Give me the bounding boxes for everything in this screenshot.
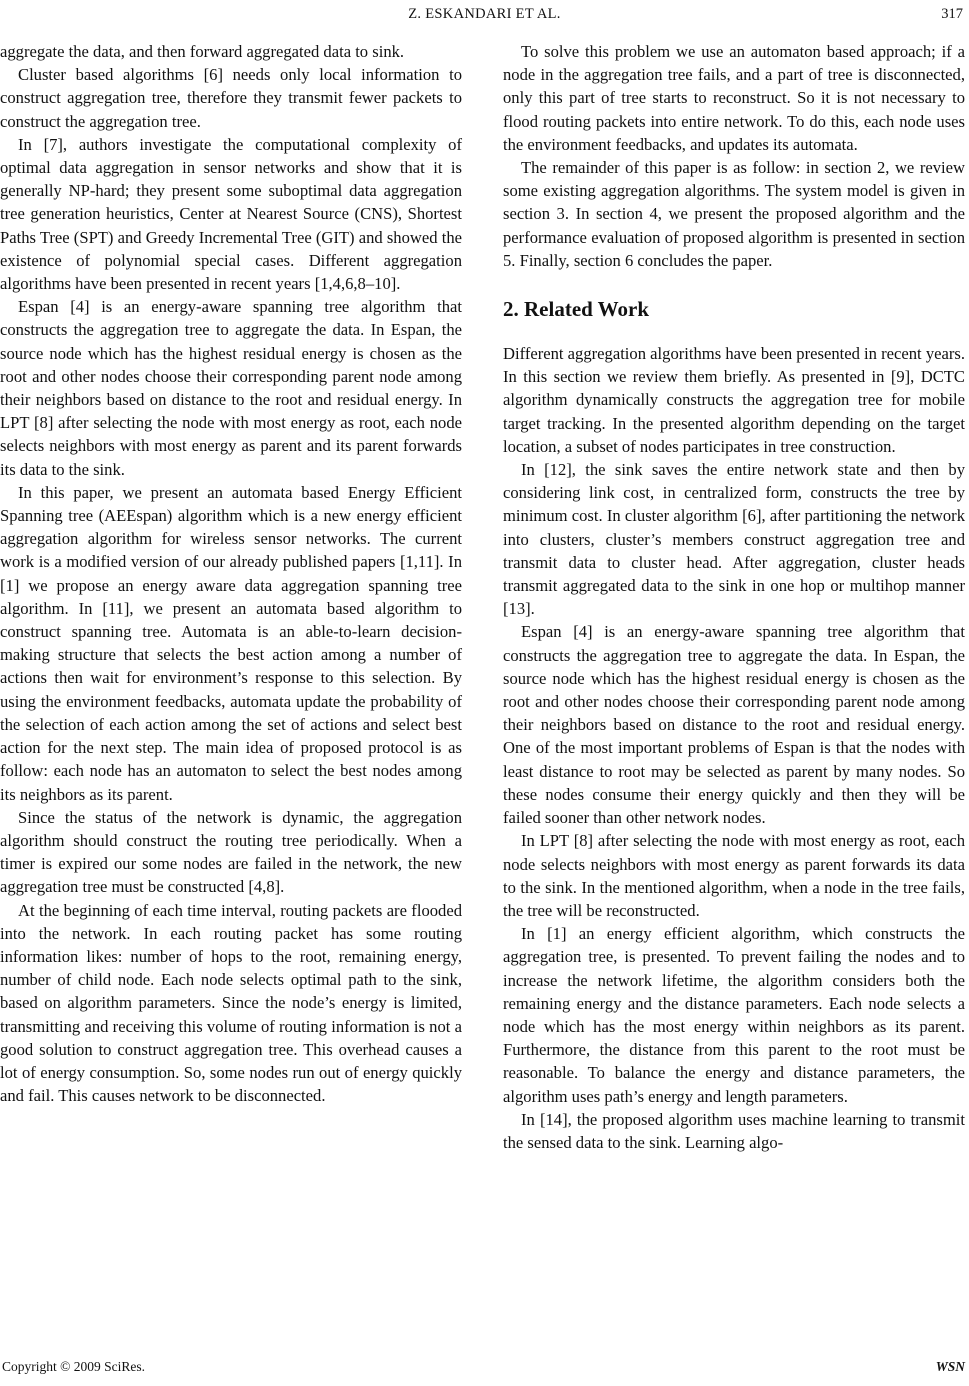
copyright-notice: Copyright © 2009 SciRes. xyxy=(2,1359,146,1374)
paragraph: Cluster based algorithms [6] needs only local information to construct aggregation tree, therefore they transmit fewer packets to construct the aggregation tree. xyxy=(0,65,462,131)
running-header xyxy=(0,6,969,28)
paragraph: At the beginning of each time interval, routing packets are flooded into the network. In each routing packet has some routing information likes: number of hops to the root, remaining energy, number of child node. Each node selects optimal path to the sink, based on algorithm parameters. Since the node’s energy is limited, transmitting and receiving this volume of routing information is not a good solution to construct aggregation tree. This overhead causes a lot of energy consumption. So, some nodes run out of energy quickly and fail. This causes network to be disconnected. xyxy=(0,900,462,1106)
left-column xyxy=(0,40,462,1107)
paragraph: In [7], authors investigate the computational complexity of optimal data aggregation in sensor networks and show that it is generally NP-hard; they present some suboptimal data aggregation tree generation heuristics, Center at Nearest Source (CNS), Shortest Paths Tree (SPT) and Greedy Incremental Tree (GIT) and showed the existence of polynomial special cases. Different aggregation algorithms have been presented in recent years [1,4,6,8–10]. xyxy=(0,134,462,294)
paragraph: Espan [4] is an energy-aware spanning tree algorithm that constructs the aggregation tree to aggregate the data. In Espan, the source node which has the highest residual energy is chosen as the root and other nodes choose their corresponding parent node among their neighbors based on distance to the root and residual energy. In LPT [8] after selecting the node with most energy as root, each node selects neighbors with most energy as parent and its parent forwards its data to the sink. xyxy=(0,297,462,479)
page-number: 317 xyxy=(941,6,963,22)
running-header-authors: Z. ESKANDARI ET AL. xyxy=(408,6,561,22)
section-heading: 2. Related Work xyxy=(503,297,650,322)
journal-abbreviation: WSN xyxy=(935,1359,965,1374)
paragraph: In [12], the sink saves the entire network state and then by considering link cost, in centralized form, constructs the tree by minimum cost. In cluster algorithm [6], after partitioning the network into clusters, cluster’s members construct aggregation tree and transmit data to cluster head. After aggregation, cluster heads transmit aggregated data to the sink in one hop or multihop manner [13]. xyxy=(503,460,965,619)
paragraph: Since the status of the network is dynamic, the aggregation algorithm should construct the routing tree periodically. When a timer is expired our some nodes are failed in the network, the new aggregation tree must be constructed [4,8]. xyxy=(0,807,462,897)
paragraph: The remainder of this paper is as follow: in section 2, we review some existing aggregation algorithms. The system model is given in section 3. In section 4, we present the proposed algorithm and the performance evaluation of proposed algorithm is presented in section 5. Finally, section 6 concludes the paper. xyxy=(503,158,965,270)
paragraph: To solve this problem we use an automaton based approach; if a node in the aggregation tree fails, and a part of tree is disconnected, only this part of tree starts to reconstruct. So it is not necessary to flood routing packets into entire network. To do this, each node uses the environment feedbacks, and updates its automata. xyxy=(503,42,965,154)
paragraph: In [14], the proposed algorithm uses machine learning to transmit the sensed data to the sink. Learning algo- xyxy=(503,1109,965,1152)
paragraph: In [1] an energy efficient algorithm, which constructs the aggregation tree, is presented. To prevent failing the nodes and to increase the network lifetime, the algorithm considers both the remaining energy and the distance parameters. Each node selects a node which has the most energy within neighbors as its parent. Furthermore, the distance from this parent to the root must be reasonable. To balance the energy and distance parameters, the algorithm uses path’s energy and length parameters. xyxy=(503,924,965,1106)
paragraph: aggregate the data, and then forward aggregated data to sink. xyxy=(0,42,405,61)
paragraph: Espan [4] is an energy-aware spanning tree algorithm that constructs the aggregation tree to aggregate the data. In Espan, the source node which has the highest residual energy is chosen as the root and other nodes choose their corresponding parent node among their neighbors based on distance to the root and residual energy. One of the most important problems of Espan is that the nodes with least distance to root may be selected as parent by many nodes. So these nodes consume their energy quickly and then they will be failed sooner than other network nodes. xyxy=(503,622,965,828)
right-column xyxy=(503,40,965,1154)
paragraph: Different aggregation algorithms have been presented in recent years. In this section we review them briefly. As presented in [9], DCTC algorithm dynamically constructs the aggregation tree for mobile target tracking. In the presented algorithm depending on the target location, a subset of nodes participates in tree construction. xyxy=(503,344,965,456)
paragraph: In this paper, we present an automata based Energy Efficient Spanning tree (AEEspan) algorithm which is a new energy efficient aggregation algorithm for wireless sensor networks. The current work is a modified version of our already published papers [1,11]. In [1] we propose an energy aware data aggregation spanning tree algorithm. In [11], we present an automata based algorithm to construct spanning tree. Automata is an able-to-learn decision-making structure that selects the best action among a number of actions then wait for environment’s response to this selection. By using the environment feedbacks, automata update the probability of the selection of each action among the set of actions and select best action for the next step. The main idea of proposed protocol is as follow: each node has an automaton to select the best nodes among its neighbors as its parent. xyxy=(0,482,462,804)
paragraph: In LPT [8] after selecting the node with most energy as root, each node selects neighbors with most energy as parent forwards its data to the sink. In the mentioned algorithm, when a node in the tree fails, the tree will be reconstructed. xyxy=(503,831,965,920)
